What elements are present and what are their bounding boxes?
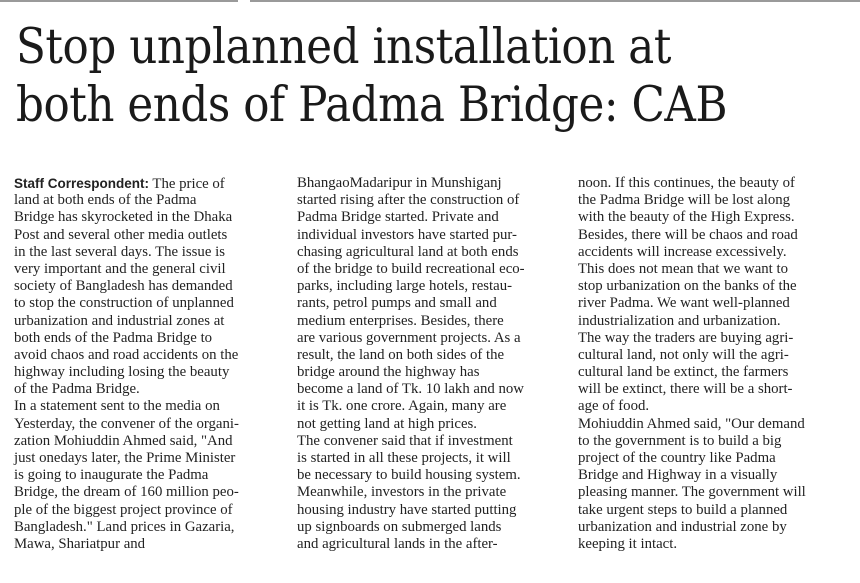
column-line: rants, petrol pumps and small and [297, 295, 497, 312]
column-line: avoid chaos and road accidents on the [14, 346, 239, 363]
column-line: In a statement sent to the media on [14, 398, 220, 415]
column-line: Mohiuddin Ahmed said, "Our demand [578, 415, 805, 432]
column-line: ple of the biggest project province of [14, 501, 233, 518]
column-line: keeping it intact. [578, 535, 678, 552]
column-line: of the bridge to build recreational eco- [297, 260, 525, 277]
column-line: Mawa, Shariatpur and [14, 535, 146, 552]
column-line: medium enterprises. Besides, there [297, 312, 504, 329]
column-line: and agricultural lands in the after- [297, 535, 498, 552]
column-line: up signboards on submerged lands [297, 518, 502, 535]
column-line: parks, including large hotels, restau- [297, 278, 513, 295]
top-rule [0, 0, 860, 10]
column-line: land at both ends of the Padma [14, 192, 197, 209]
column-line: it is Tk. one crore. Again, many are [297, 398, 507, 415]
column-line: Bridge has skyrocketed in the Dhaka [14, 209, 233, 226]
headline-line-2: both ends of Padma Bridge: CAB [16, 76, 728, 133]
column-line: urbanization and industrial zone by [578, 518, 787, 535]
column-line: not getting land at high prices. [297, 415, 477, 432]
column-line: in the last several days. The issue is [14, 243, 225, 260]
column-line: accidents will increase excessively. [578, 243, 787, 260]
column-line: individual investors have started pur- [297, 226, 517, 243]
column-line: Padma Bridge started. Private and [297, 209, 499, 226]
column-line: both ends of the Padma Bridge to [14, 329, 213, 346]
column-line: cultural land, not only will the agri- [578, 346, 789, 363]
column-line: started rising after the construction of [297, 192, 520, 209]
column-line: be necessary to build housing system. [297, 467, 521, 484]
column-line: cultural land be extinct, the farmers [578, 364, 789, 381]
column-line: Post and several other media outlets [14, 226, 228, 243]
column-line: Yesterday, the convener of the organi- [14, 415, 239, 432]
column-line: just onedays later, the Prime Minister [14, 450, 236, 466]
column-line: society of Bangladesh has demanded [14, 278, 233, 295]
column-line: highway including losing the beauty [14, 364, 230, 381]
column-line: Staff Correspondent: The price of [14, 176, 225, 192]
column-line: of the Padma Bridge. [14, 381, 140, 398]
column-line: the Padma Bridge will be lost along [578, 192, 791, 209]
column-line: Meanwhile, investors in the private [297, 484, 507, 501]
column-line: very important and the general civil [14, 260, 226, 277]
headline-line-1: Stop unplanned installation at [16, 18, 671, 75]
column-line: will be extinct, there will be a short- [578, 381, 793, 398]
column-line: Bangladesh." Land prices in Gazaria, [14, 518, 235, 535]
column-line: is started in all these projects, it will [297, 450, 511, 466]
column-line: is going to inaugurate the Padma [14, 467, 209, 484]
column-line: to stop the construction of unplanned [14, 295, 234, 312]
column-line: urbanization and industrial zones at [14, 312, 225, 329]
column-line: BhangaoMadaripur in Munshiganj [297, 175, 502, 191]
column-line: Bridge and Highway in a visually [578, 467, 778, 484]
column-line: pleasing manner. The government will [578, 484, 806, 501]
column-line: result, the land on both sides of the [297, 346, 505, 363]
column-line: The way the traders are buying agri- [578, 329, 794, 346]
article-column-3 [578, 175, 846, 553]
article-column-1 [14, 175, 276, 553]
column-line: bridge around the highway has [297, 364, 480, 381]
article-column-2 [297, 175, 559, 553]
column-line: This does not mean that we want to [578, 260, 788, 277]
column-line: noon. If this continues, the beauty of [578, 175, 795, 191]
column-line: project of the country like Padma [578, 450, 776, 466]
column-line: to the government is to build a big [578, 432, 782, 449]
column-line: become a land of Tk. 10 lakh and now [297, 381, 524, 398]
column-line: stop urbanization on the banks of the [578, 278, 797, 295]
headline [16, 18, 755, 134]
column-line: The convener said that if investment [297, 432, 513, 449]
column-line: Bridge, the dream of 160 million peo- [14, 484, 239, 501]
column-line: industrialization and urbanization. [578, 312, 781, 329]
column-line: chasing agricultural land at both ends [297, 243, 519, 260]
column-line: zation Mohiuddin Ahmed said, "And [14, 432, 233, 449]
column-line: with the beauty of the High Express. [578, 209, 795, 226]
column-line: age of food. [578, 398, 650, 415]
column-line: housing industry have started putting [297, 501, 517, 518]
column-line: take urgent steps to build a planned [578, 501, 788, 518]
byline: Staff Correspondent: [14, 176, 149, 191]
column-line: are various government projects. As a [297, 329, 521, 346]
column-line: Besides, there will be chaos and road [578, 226, 798, 243]
column-line: river Padma. We want well-planned [578, 295, 790, 312]
